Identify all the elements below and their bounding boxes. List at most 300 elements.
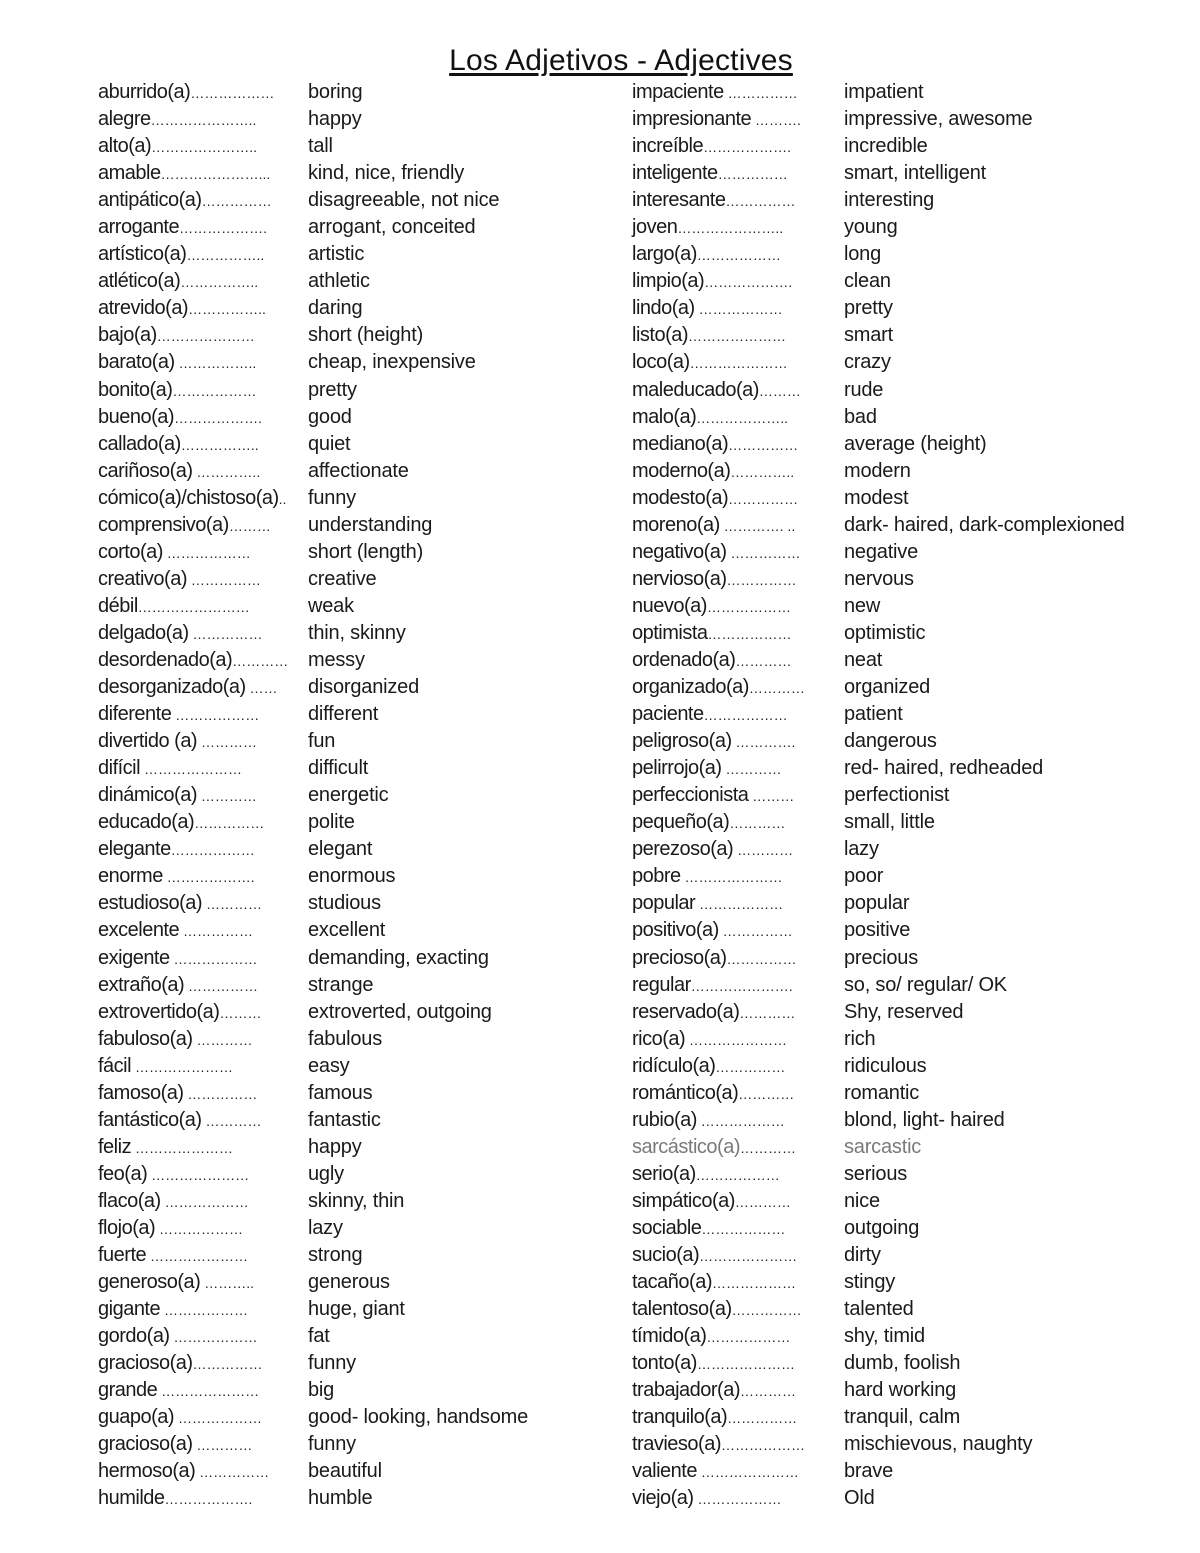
- vocabulary-row: [98, 836, 618, 863]
- english-meaning: negative: [844, 540, 919, 563]
- spanish-word: [98, 349, 256, 377]
- english-meaning: fun: [308, 730, 336, 753]
- spanish-word-text: barato(a): [98, 351, 175, 374]
- english-meaning: lazy: [308, 1216, 343, 1239]
- english-meaning: small, little: [844, 811, 935, 834]
- vocabulary-row: [98, 539, 618, 566]
- spanish-word: [632, 106, 801, 134]
- spanish-word-text: callado(a): [98, 432, 181, 455]
- spanish-word-text: bajo(a): [98, 324, 157, 347]
- english-meaning: blond, light- haired: [844, 1108, 1005, 1131]
- spanish-word: [632, 1134, 796, 1162]
- english-meaning: good- looking, handsome: [308, 1406, 528, 1429]
- spanish-word: [98, 377, 256, 405]
- spanish-word-text: enorme: [98, 865, 163, 888]
- dot-leader: …………………: [688, 328, 787, 345]
- spanish-word: [98, 187, 272, 215]
- english-meaning: understanding: [308, 513, 433, 536]
- dot-leader: ………………: [695, 896, 784, 913]
- dot-leader: ……………: [715, 1058, 786, 1075]
- dot-leader: …………………: [131, 1058, 233, 1075]
- dot-leader: ……………: [727, 1410, 798, 1427]
- english-meaning: smart: [844, 324, 894, 347]
- dot-leader: …………. ..: [719, 517, 796, 534]
- vocabulary-row: [98, 160, 618, 187]
- spanish-word: [98, 1350, 263, 1378]
- vocabulary-row: [632, 890, 1192, 917]
- dot-leader: ……………: [192, 1356, 263, 1373]
- dot-leader: …………: [192, 1437, 253, 1454]
- dot-leader: ………………: [696, 1112, 785, 1129]
- spanish-word-text: débil: [98, 594, 138, 617]
- spanish-word-text: exigente: [98, 946, 170, 969]
- vocabulary-row: [98, 566, 618, 593]
- vocabulary-row: [632, 295, 1192, 322]
- vocabulary-row: [632, 133, 1192, 160]
- english-meaning: ridiculous: [844, 1054, 927, 1077]
- dot-leader: ………………: [155, 1220, 244, 1237]
- vocabulary-row: [98, 1215, 618, 1242]
- dot-leader: …………………: [156, 328, 255, 345]
- spanish-word: [98, 782, 257, 810]
- vocabulary-row: [632, 728, 1192, 755]
- vocabulary-row: [632, 1107, 1192, 1134]
- spanish-word-text: bueno(a): [98, 405, 175, 428]
- spanish-word: [632, 1107, 785, 1135]
- english-meaning: daring: [308, 297, 363, 320]
- vocabulary-row: [632, 1269, 1192, 1296]
- spanish-word: [98, 863, 255, 891]
- dot-leader: …………: [197, 734, 257, 751]
- spanish-word: [98, 133, 257, 161]
- dot-leader: ……………: [201, 193, 272, 210]
- vocabulary-row: [98, 647, 618, 674]
- dot-leader: ……………: [183, 1085, 258, 1102]
- dot-leader: ………: [758, 382, 801, 399]
- spanish-word-text: sarcástico(a): [632, 1135, 740, 1158]
- english-meaning: dumb, foolish: [844, 1352, 961, 1375]
- english-meaning: strange: [308, 973, 374, 996]
- spanish-word-text: corto(a): [98, 540, 163, 563]
- dot-leader: ………………: [695, 1166, 780, 1183]
- english-meaning: happy: [308, 1135, 362, 1158]
- dot-leader: ……………..: [180, 274, 259, 291]
- english-meaning: quiet: [308, 432, 351, 455]
- spanish-word: [632, 214, 783, 242]
- vocabulary-row: [98, 1107, 618, 1134]
- dot-leader: …………: [232, 652, 289, 669]
- english-meaning: organized: [844, 676, 931, 699]
- spanish-word-text: feo(a): [98, 1162, 148, 1185]
- vocabulary-row: [632, 377, 1192, 404]
- vocabulary-row: [98, 1080, 618, 1107]
- dot-leader: …………………: [689, 355, 788, 372]
- dot-leader: ……………: [725, 193, 796, 210]
- dot-leader: ………………: [707, 625, 792, 642]
- english-meaning: funny: [308, 486, 356, 509]
- dot-leader: ………………: [701, 1220, 786, 1237]
- dot-leader: …………………: [696, 1464, 799, 1481]
- spanish-word-text: humilde: [98, 1487, 165, 1510]
- spanish-word: [632, 945, 797, 973]
- vocabulary-row: [98, 782, 618, 809]
- spanish-word-text: desordenado(a): [98, 648, 233, 671]
- dot-leader: …………………: [131, 1139, 233, 1156]
- spanish-word-text: maleducado(a): [632, 378, 759, 401]
- spanish-word: [98, 972, 258, 1000]
- vocabulary-row: [632, 782, 1192, 809]
- spanish-word: [98, 890, 262, 918]
- spanish-word-text: peligroso(a): [632, 730, 732, 753]
- vocabulary-row: [632, 1377, 1192, 1404]
- english-meaning: dirty: [844, 1244, 881, 1267]
- spanish-word: [98, 268, 258, 296]
- spanish-word: [632, 999, 795, 1027]
- spanish-word: [98, 431, 259, 459]
- spanish-word-text: ordenado(a): [632, 648, 736, 671]
- spanish-word-text: paciente: [632, 703, 704, 726]
- spanish-word-text: gigante: [98, 1298, 161, 1321]
- vocabulary-row: [98, 241, 618, 268]
- page-title: Los Adjetivos - Adjectives: [449, 44, 793, 77]
- spanish-word: [632, 79, 798, 107]
- vocabulary-row: [632, 809, 1192, 836]
- dot-leader: ………………: [160, 1302, 249, 1319]
- english-meaning: studious: [308, 892, 381, 915]
- english-meaning: outgoing: [844, 1216, 920, 1239]
- english-meaning: athletic: [308, 270, 370, 293]
- dot-leader: ………………: [190, 85, 275, 101]
- spanish-word-text: moderno(a): [632, 459, 731, 482]
- spanish-word-text: mediano(a): [632, 432, 729, 455]
- english-meaning: fantastic: [308, 1108, 381, 1131]
- spanish-word-text: cariñoso(a): [98, 459, 193, 482]
- vocabulary-row: [98, 1188, 618, 1215]
- english-meaning: smart, intelligent: [844, 162, 987, 185]
- english-meaning: Shy, reserved: [844, 1000, 964, 1023]
- spanish-word-text: romántico(a): [632, 1081, 739, 1104]
- dot-leader: …………………: [696, 1356, 795, 1373]
- english-meaning: funny: [308, 1352, 356, 1375]
- english-meaning: good: [308, 405, 352, 428]
- english-meaning: modest: [844, 486, 909, 509]
- vocabulary-row: [632, 1296, 1192, 1323]
- dot-leader: ………: [228, 517, 271, 534]
- dot-leader: ……………: [728, 436, 799, 453]
- spanish-word: [632, 133, 791, 161]
- english-meaning: young: [844, 216, 898, 239]
- spanish-word-text: educado(a): [98, 811, 195, 834]
- english-meaning: affectionate: [308, 459, 409, 482]
- dot-leader: ………………: [706, 1329, 791, 1346]
- spanish-word-text: perezoso(a): [632, 838, 734, 861]
- english-meaning: serious: [844, 1162, 908, 1185]
- spanish-word: [632, 620, 792, 648]
- spanish-word: [98, 1458, 269, 1486]
- spanish-word: [98, 322, 255, 350]
- english-meaning: funny: [308, 1433, 356, 1456]
- dot-leader: ……………: [726, 950, 797, 967]
- dot-leader: ……………: [184, 977, 259, 994]
- spanish-word-text: listo(a): [632, 324, 689, 347]
- spanish-word-text: desorganizado(a): [98, 676, 246, 699]
- spanish-word: [98, 1026, 252, 1054]
- english-meaning: new: [844, 594, 881, 617]
- vocabulary-row: [98, 755, 618, 782]
- spanish-word: [98, 620, 263, 648]
- vocabulary-row: [98, 133, 618, 160]
- left-vocabulary-column: [98, 79, 618, 1512]
- spanish-word-text: joven: [632, 216, 678, 239]
- spanish-word: [632, 349, 788, 377]
- vocabulary-row: [632, 836, 1192, 863]
- spanish-word-text: tacaño(a): [632, 1271, 712, 1294]
- vocabulary-row: [632, 1188, 1192, 1215]
- vocabulary-row: [632, 322, 1192, 349]
- english-meaning: cheap, inexpensive: [308, 351, 476, 374]
- english-meaning: popular: [844, 892, 910, 915]
- english-meaning: positive: [844, 919, 911, 942]
- spanish-word: [632, 187, 795, 215]
- english-meaning: sarcastic: [844, 1135, 922, 1158]
- spanish-word: [98, 1134, 233, 1162]
- dot-leader: ……………: [188, 625, 263, 642]
- spanish-word-text: alto(a): [98, 135, 152, 158]
- spanish-word-text: loco(a): [632, 351, 690, 374]
- spanish-word: [632, 485, 798, 513]
- spanish-word-text: gracioso(a): [98, 1433, 193, 1456]
- spanish-word-text: impresionante: [632, 108, 752, 131]
- vocabulary-row: [98, 187, 618, 214]
- dot-leader: ……………: [194, 815, 265, 832]
- spanish-word-text: difícil: [98, 757, 141, 780]
- spanish-word-text: comprensivo(a): [98, 513, 229, 536]
- spanish-word: [632, 1188, 791, 1216]
- english-meaning: polite: [308, 811, 355, 834]
- english-meaning: arrogant, conceited: [308, 216, 476, 239]
- english-meaning: thin, skinny: [308, 621, 406, 644]
- spanish-word: [98, 485, 286, 513]
- dot-leader: ………………..: [696, 409, 789, 426]
- english-meaning: precious: [844, 946, 918, 969]
- spanish-word-text: gracioso(a): [98, 1352, 193, 1375]
- english-meaning: ugly: [308, 1162, 344, 1185]
- english-meaning: messy: [308, 648, 365, 671]
- dot-leader: ……………….: [174, 409, 262, 426]
- english-meaning: famous: [308, 1081, 373, 1104]
- spanish-word-text: nervioso(a): [632, 567, 727, 590]
- english-meaning: generous: [308, 1271, 390, 1294]
- dot-leader: ………………: [174, 1410, 262, 1427]
- english-meaning: disorganized: [308, 676, 420, 699]
- spanish-word-text: cómico(a)/chistoso(a): [98, 486, 279, 509]
- spanish-word: [632, 1458, 799, 1486]
- spanish-word-text: positivo(a): [632, 919, 719, 942]
- vocabulary-row: [98, 863, 618, 890]
- english-meaning: optimistic: [844, 621, 926, 644]
- spanish-word: [632, 863, 783, 891]
- spanish-word-text: flaco(a): [98, 1189, 161, 1212]
- english-meaning: rich: [844, 1027, 876, 1050]
- vocabulary-row: [98, 1404, 618, 1431]
- english-meaning: incredible: [844, 135, 928, 158]
- spanish-word-text: modesto(a): [632, 486, 729, 509]
- dot-leader: …………: [739, 1139, 796, 1156]
- dot-leader: …………………..: [150, 112, 257, 129]
- spanish-word: [98, 999, 261, 1027]
- spanish-word-text: feliz: [98, 1135, 132, 1158]
- spanish-word: [632, 890, 783, 918]
- dot-leader: ……………….: [704, 274, 793, 291]
- spanish-word: [632, 1485, 781, 1513]
- english-meaning: strong: [308, 1244, 363, 1267]
- english-meaning: pretty: [308, 378, 357, 401]
- english-meaning: shy, timid: [844, 1325, 925, 1348]
- dot-leader: ……………: [728, 490, 799, 507]
- english-meaning: easy: [308, 1054, 350, 1077]
- vocabulary-row: [98, 106, 618, 133]
- dot-leader: ………..: [200, 1275, 255, 1292]
- english-meaning: tranquil, calm: [844, 1406, 961, 1429]
- vocabulary-row: [98, 620, 618, 647]
- vocabulary-row: [98, 349, 618, 376]
- vocabulary-row: [98, 1350, 618, 1377]
- dot-leader: ……………: [726, 544, 801, 561]
- vocabulary-row: [98, 268, 618, 295]
- vocabulary-row: [632, 863, 1192, 890]
- spanish-word-text: travieso(a): [632, 1433, 721, 1456]
- english-meaning: nervous: [844, 567, 914, 590]
- vocabulary-row: [632, 1485, 1192, 1512]
- english-meaning: weak: [308, 594, 354, 617]
- spanish-word: [98, 1080, 257, 1108]
- dot-leader: ………………: [720, 1437, 805, 1454]
- spanish-word: [632, 539, 800, 567]
- vocabulary-row: [98, 1053, 618, 1080]
- spanish-word: [632, 1053, 785, 1081]
- spanish-word: [98, 1161, 249, 1189]
- english-meaning: elegant: [308, 838, 373, 861]
- spanish-word: [632, 1350, 795, 1378]
- vocabulary-row: [632, 999, 1192, 1026]
- spanish-word-text: largo(a): [632, 243, 697, 266]
- dot-leader: ………: [219, 1004, 262, 1021]
- spanish-word-text: amable: [98, 162, 161, 185]
- spanish-word-text: serio(a): [632, 1162, 696, 1185]
- dot-leader: …………: [196, 788, 257, 805]
- english-meaning: talented: [844, 1298, 914, 1321]
- spanish-word: [632, 593, 791, 621]
- vocabulary-row: [632, 79, 1192, 106]
- dot-leader: ………………: [169, 1329, 258, 1346]
- spanish-word-text: estudioso(a): [98, 892, 203, 915]
- english-meaning: perfectionist: [844, 784, 950, 807]
- spanish-word-text: viejo(a): [632, 1487, 694, 1510]
- vocabulary-row: [98, 1134, 618, 1161]
- vocabulary-row: [98, 701, 618, 728]
- spanish-word-text: fuerte: [98, 1244, 147, 1267]
- vocabulary-row: [632, 755, 1192, 782]
- vocabulary-row: [632, 485, 1192, 512]
- dot-leader: …………: [739, 1004, 796, 1021]
- english-meaning: dangerous: [844, 730, 937, 753]
- spanish-word: [632, 917, 793, 945]
- vocabulary-row: [98, 1485, 618, 1512]
- spanish-word-text: rico(a): [632, 1027, 686, 1050]
- spanish-word-text: alegre: [98, 108, 151, 131]
- english-meaning: stingy: [844, 1271, 896, 1294]
- english-meaning: neat: [844, 648, 883, 671]
- english-meaning: skinny, thin: [308, 1189, 405, 1212]
- spanish-word: [98, 539, 251, 567]
- english-meaning: creative: [308, 567, 377, 590]
- vocabulary-row: [98, 295, 618, 322]
- english-meaning: enormous: [308, 865, 396, 888]
- dot-leader: ……………..: [174, 355, 257, 372]
- dot-leader: …………: [748, 680, 805, 697]
- spanish-word: [98, 160, 270, 188]
- spanish-word-text: pelirrojo(a): [632, 757, 722, 780]
- spanish-word-text: sociable: [632, 1216, 702, 1239]
- dot-leader: …………………: [157, 1383, 260, 1400]
- dot-leader: ……………….: [703, 139, 791, 156]
- spanish-word-text: lindo(a): [632, 297, 695, 320]
- vocabulary-row: [632, 1458, 1192, 1485]
- spanish-word-text: inteligente: [632, 162, 718, 185]
- spanish-word: [98, 593, 250, 621]
- spanish-word: [98, 1242, 248, 1270]
- spanish-word: [632, 1242, 797, 1270]
- spanish-word-text: hermoso(a): [98, 1460, 196, 1483]
- english-meaning: hard working: [844, 1379, 957, 1402]
- spanish-word-text: guapo(a): [98, 1406, 175, 1429]
- vocabulary-row: [98, 458, 618, 485]
- dot-leader: ……………: [195, 1464, 270, 1481]
- dot-leader: ……………..: [188, 301, 266, 318]
- english-meaning: rude: [844, 378, 884, 401]
- spanish-word: [632, 268, 792, 296]
- dot-leader: …………: [721, 761, 782, 778]
- vocabulary-row: [98, 1431, 618, 1458]
- spanish-word: [98, 295, 266, 323]
- vocabulary-row: [98, 593, 618, 620]
- dot-leader: …………………: [680, 869, 783, 886]
- spanish-word: [98, 214, 267, 242]
- vocabulary-row: [98, 728, 618, 755]
- spanish-word: [632, 1269, 796, 1297]
- vocabulary-row: [632, 1215, 1192, 1242]
- english-meaning: tall: [308, 135, 333, 158]
- spanish-word: [632, 458, 794, 486]
- spanish-word-text: excelente: [98, 919, 180, 942]
- english-meaning: nice: [844, 1189, 880, 1212]
- vocabulary-row: [632, 1431, 1192, 1458]
- spanish-word-text: fabuloso(a): [98, 1027, 193, 1050]
- spanish-word-text: atlético(a): [98, 270, 181, 293]
- dot-leader: …………………: [685, 1031, 788, 1048]
- dot-leader: …………: [733, 842, 794, 859]
- vocabulary-row: [632, 1134, 1192, 1161]
- english-meaning: impatient: [844, 81, 924, 103]
- spanish-word-text: flojo(a): [98, 1216, 156, 1239]
- dot-leader: ………………: [170, 842, 255, 859]
- spanish-word-text: limpio(a): [632, 270, 705, 293]
- spanish-word: [632, 322, 786, 350]
- vocabulary-row: [632, 512, 1192, 539]
- spanish-word: [98, 836, 255, 864]
- english-meaning: bad: [844, 405, 877, 428]
- vocabulary-row: [98, 79, 618, 106]
